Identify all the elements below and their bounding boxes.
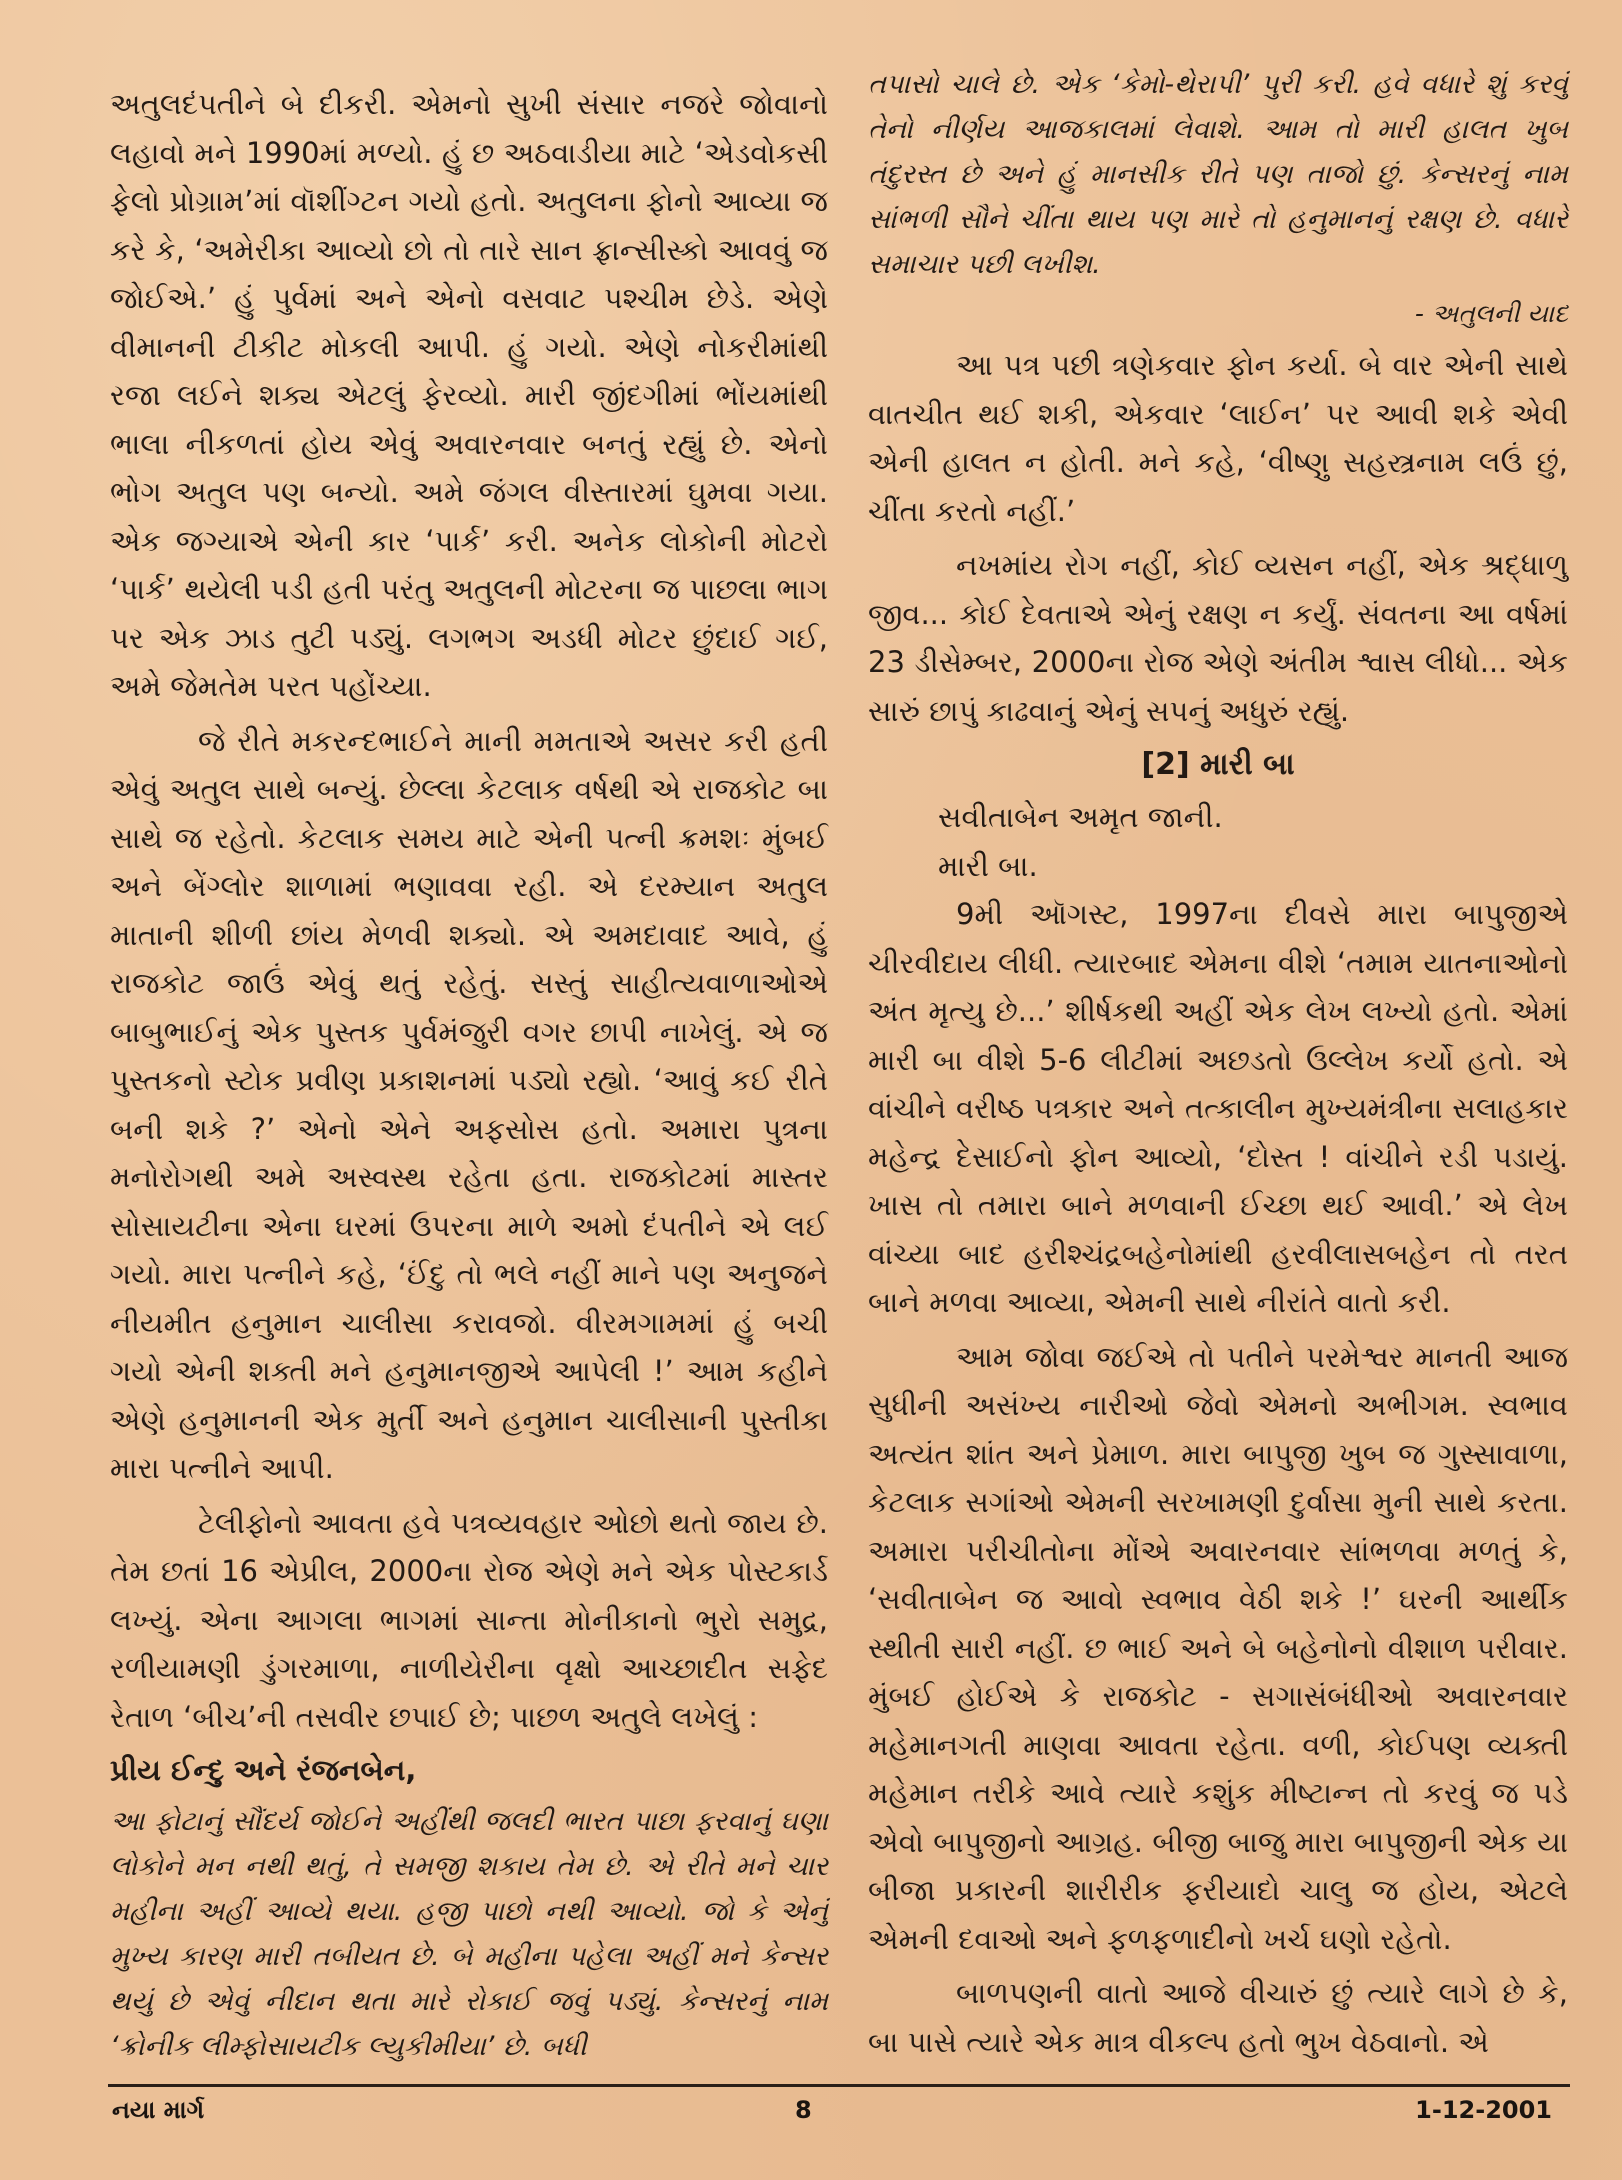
letter-body-continued: તપાસો ચાલે છે. એક ‘કેમો-થેરાપી’ પુરી કરી. હવે વધારે શું કરવું તેનો નીર્ણય આજકાલમાં લેવાશે. આમ તો મારી હાલત ખુબ તંદુરસ્ત છે અને હું માનસીક રીતે પણ તાજો છું. કેન્સરનું નામ સાંભળી સૌને ચીંતા થાય પણ મારે તો હનુમાનનું રક્ષણ છે. વધારે સમાચાર પછી લખીશ. (868, 69, 1568, 280)
footer-divider (108, 2084, 1570, 2087)
paragraph: અતુલદંપતીને બે દીકરી. એમનો સુખી સંસાર નજરે જોવાનો લહાવો મને 1990માં મળ્યો. હું છ અઠવાડીયા માટે ‘એડવોકસી ફેલો પ્રોગ્રામ’માં વૉશીંગ્ટન ગયો હતો. અતુલના ફોનો આવ્યા જ કરે કે, ‘અમેરીકા આવ્યો છો તો તારે સાન ફ્રાન્સીસ્કો આવવું જ જોઈએ.’ હું પુર્વમાં અને એનો વસવાટ પશ્ચીમ છેડે. એણે વીમાનની ટીકીટ મોકલી આપી. હું ગયો. એણે નોકરીમાંથી રજા લઈને શક્ય એટલું ફેરવ્યો. મારી જીંદગીમાં ભોંયમાંથી ભાલા નીકળતાં હોય એવું અવારનવાર બનતું રહ્યું છે. એનો ભોગ અતુલ પણ બન્યો. અમે જંગલ વીસ્તારમાં ઘુમવા ગયા. એક જગ્યાએ એની કાર ‘પાર્ક’ કરી. અનેક લોકોની મોટરો ‘પાર્ક’ થયેલી પડી હતી પરંતુ અતુલની મોટરના જ પાછલા ભાગ પર એક ઝાડ તુટી પડ્યું. લગભગ અડધી મોટર છુંદાઈ ગઈ, અમે જેમતેમ પરત પહોંચ્યા. (110, 87, 828, 703)
letter-salutation: પ્રીય ઈન્દુ અને રંજનબેન, (110, 1753, 417, 1787)
paragraph: 9મી ઑગસ્ટ, 1997ના દીવસે મારા બાપુજીએ ચીરવીદાય લીધી. ત્યારબાદ એમના વીશે ‘તમામ યાતનાઓનો અંત મૃત્યુ છે...’ શીર્ષકથી અહીં એક લેખ લખ્યો હતો. એમાં મારી બા વીશે 5-6 લીટીમાં અછડતો ઉલ્લેખ કર્યો હતો. એ વાંચીને વરીષ્ઠ પત્રકાર અને તત્કાલીન મુખ્યમંત્રીના સલાહકાર મહેન્દ્ર દેસાઈનો ફોન આવ્યો, ‘દોસ્ત ! વાંચીને રડી પડાયું. ખાસ તો તમારા બાને મળવાની ઈચ્છા થઈ આવી.’ એ લેખ વાંચ્યા બાદ હરીશ્ચંદ્રબહેનોમાંથી હરવીલાસબહેન તો તરત બાને મળવા આવ્યા, એમની સાથે નીરાંતે વાતો કરી. (868, 897, 1568, 1319)
paragraph: આ પત્ર પછી ત્રણેકવાર ફોન કર્યા. બે વાર એની સાથે વાતચીત થઈ શકી, એકવાર ‘લાઈન’ પર આવી શકે એવી એની હાલત ન હોતી. મને કહે, ‘વીષ્ણુ સહસ્ત્રનામ લઉં છું, ચીંતા કરતો નહીં.’ (868, 348, 1568, 528)
magazine-name: નયા માર્ગ (112, 2096, 205, 2124)
section-heading: [2] મારી બા (1141, 747, 1295, 782)
issue-date: 1-12-2001 (1415, 2096, 1552, 2124)
paragraph: ટેલીફોનો આવતા હવે પત્રવ્યવહાર ઓછો થતો જાય છે. તેમ છતાં 16 એપ્રીલ, 2000ના રોજ એણે મને એક પોસ્ટકાર્ડ લખ્યું. એના આગલા ભાગમાં સાન્તા મોનીકાનો ભુરો સમુદ્ર, રળીયામણી ડુંગરમાળા, નાળીયેરીના વૃક્ષો આચ્છાદીત સફેદ રેતાળ ‘બીચ’ની તસવીર છપાઈ છે; પાછળ અતુલે લખેલું : (110, 1505, 828, 1734)
paragraph: આમ જોવા જઈએ તો પતીને પરમેશ્વર માનતી આજ સુધીની અસંખ્ય નારીઓ જેવો એમનો અભીગમ. સ્વભાવ અત્યંત શાંત અને પ્રેમાળ. મારા બાપુજી ખુબ જ ગુસ્સાવાળા, કેટલાક સગાંઓ એમની સરખામણી દુર્વાસા મુની સાથે કરતા. અમારા પરીચીતોના મોંએ અવારનવાર સાંભળવા મળતું કે, ‘સવીતાબેન જ આવો સ્વભાવ વેઠી શકે !’ ઘરની આર્થીક સ્થીતી સારી નહીં. છ ભાઈ અને બે બહેનોનો વીશાળ પરીવાર. મુંબઈ હોઈએ કે રાજકોટ - સગાસંબંધીઓ અવારનવાર મહેમાનગતી માણવા આવતા રહેતા. વળી, કોઈપણ વ્યક્તી મહેમાન તરીકે આવે ત્યારે કશુંક મીષ્ટાન્ન તો કરવું જ પડે એવો બાપુજીનો આગ્રહ. બીજી બાજુ મારા બાપુજીની એક યા બીજા પ્રકારની શારીરીક ફરીયાદો ચાલુ જ હોય, એટલે એમની દવાઓ અને ફળફળાદીનો ખર્ચ ઘણો રહેતો. (868, 1339, 1568, 1956)
dedication-line: સવીતાબેન અમૃત જાની. (938, 800, 1223, 834)
dedication-line: મારી બા. (938, 848, 1038, 883)
letter-body: આ ફોટાનું સૌંદર્ય જોઈને અહીંથી જલદી ભારત પાછા ફરવાનું ઘણા લોકોને મન નથી થતું, તે સમજી શકાય તેમ છે. એ રીતે મને ચાર મહીના અહીં આવ્યે થયા. હજી પાછો નથી આવ્યો. જો કે એનું મુખ્ય કારણ મારી તબીયત છે. બે મહીના પહેલા અહીં મને કેન્સર થયું છે એવું નીદાન થતા મારે રોકાઈ જવું પડ્યું. કેન્સરનું નામ ‘ક્રોનીક લીમ્ફોસાયટીક લ્યુકીમીયા’ છે. બધી (110, 1806, 828, 2062)
paragraph: નખમાંય રોગ નહીં, કોઈ વ્યસન નહીં, એક શ્રદ્ધાળુ જીવ... કોઈ દેવતાએ એનું રક્ષણ ન કર્યું. સંવતના આ વર્ષમાં 23 ડીસેમ્બર, 2000ના રોજ એણે અંતીમ શ્વાસ લીધો... એક સારું છાપું કાઢવાનું એનું સપનું અધુરું રહ્યું. (868, 548, 1568, 728)
paragraph: બાળપણની વાતો આજે વીચારું છું ત્યારે લાગે છે કે, બા પાસે ત્યારે એક માત્ર વીકલ્પ હતો ભુખ વેઠવાનો. એ (868, 1976, 1568, 2059)
paragraph: જે રીતે મકરન્દભાઈને માની મમતાએ અસર કરી હતી એવું અતુલ સાથે બન્યું. છેલ્લા કેટલાક વર્ષથી એ રાજકોટ બા સાથે જ રહેતો. કેટલાક સમય માટે એની પત્ની ક્રમશઃ મુંબઈ અને બેંગ્લોર શાળામાં ભણાવવા રહી. એ દરમ્યાન અતુલ માતાની શીળી છાંય મેળવી શક્યો. એ અમદાવાદ આવે, હું રાજકોટ જાઉં એવું થતું રહેતું. સસ્તું સાહીત્યવાળાઓએ બાબુભાઈનું એક પુસ્તક પુર્વમંજુરી વગર છાપી નાખેલું. એ જ પુસ્તકનો સ્ટોક પ્રવીણ પ્રકાશનમાં પડ્યો રહ્યો. ‘આવું કઈ રીતે બની શકે ?’ એનો એને અફસોસ હતો. અમારા પુત્રના મનોરોગથી અમે અસ્વસ્થ રહેતા હતા. રાજકોટમાં માસ્તર સોસાયટીના એના ઘરમાં ઉપરના માળે અમો દંપતીને એ લઈ ગયો. મારા પત્નીને કહે, ‘ઈંદુ તો ભલે નહીં માને પણ અનુજને નીયમીત હનુમાન ચાલીસા કરાવજો. વીરમગામમાં હું બચી ગયો એની શક્તી મને હનુમાનજીએ આપેલી !’ આમ કહીને એણે હનુમાનની એક મુર્તી અને હનુમાન ચાલીસાની પુસ્તીકા મારા પત્નીને આપી. (110, 723, 828, 1485)
left-column (110, 80, 828, 2075)
page-number: 8 (795, 2096, 812, 2124)
letter-signature: - અતુલની યાદ (1414, 299, 1568, 328)
right-column (868, 62, 1568, 2072)
